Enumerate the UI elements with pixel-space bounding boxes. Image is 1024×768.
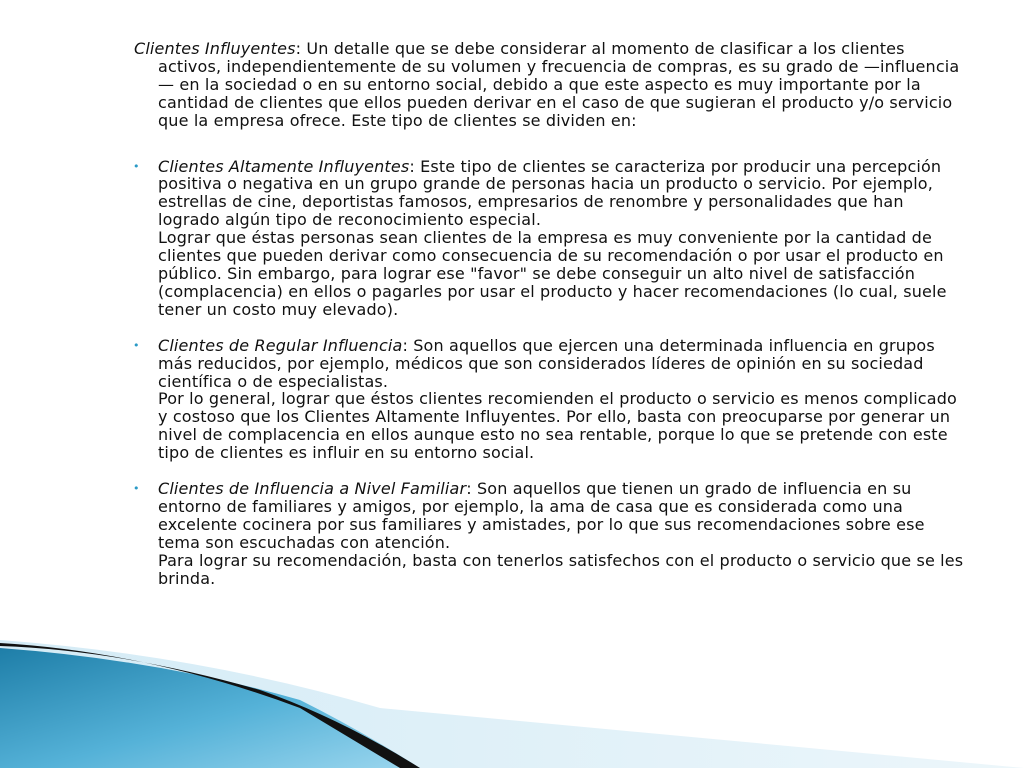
list-item: [134, 480, 966, 587]
bullet-icon: •: [133, 482, 140, 496]
text-body: [134, 40, 966, 587]
intro-term: Clientes Influyentes: [134, 39, 296, 58]
black-stripe: [0, 643, 420, 768]
bullet-list: [134, 158, 966, 588]
bullet-extra-paragraph: Lograr que éstas personas sean clientes de la empresa es muy conveniente por la cantidad de clientes que pueden derivar como consecuencia de su recomendación o por usar el producto en público. Sin embargo, para lograr ese "favor" se debe conseguir un alto nivel de satisfacción (complacencia) en ellos o pagarles por usar el producto y hacer recomendaciones (lo cual, suele tener un costo muy elevado).: [158, 228, 947, 319]
bullet-term: Clientes de Influencia a Nivel Familiar: [158, 479, 467, 499]
intro-paragraph: [134, 40, 966, 130]
bullet-icon: •: [133, 338, 140, 352]
bullet-text: : Son aquellos que tienen un grado de influencia en su entorno de familiares y amigos, por ejemplo, la ama de casa que es considerada como una excelente cocinera por sus familiares y amistades, por lo que sus recomendaciones sobre ese tema son escuchadas con atención.: [158, 479, 925, 552]
intro-text: : Un detalle que se debe considerar al momento de clasificar a los clientes activos, independientemente de su volumen y frecuencia de compras, es su grado de —influencia— en la sociedad o en su entorno social, debido a que este aspecto es muy importante por la cantidad de clientes que ellos pueden derivar en el caso de que sugieran el producto y/o servicio que la empresa ofrece. Este tipo de clientes se dividen en:: [158, 39, 960, 130]
pale-wave-band: [0, 640, 1024, 768]
blue-wave-band: [0, 648, 420, 768]
bullet-text: : Este tipo de clientes se caracteriza por producir una percepción positiva o negativa en un grupo grande de personas hacia un producto o servicio. Por ejemplo, estrellas de cine, deportistas famosos, empresarios de renombre y personalidades que han logrado algún tipo de reconocimiento especial.: [158, 156, 942, 230]
bullet-icon: •: [133, 159, 140, 173]
bullet-term: Clientes de Regular Influencia: [158, 335, 403, 355]
list-item: [134, 158, 966, 319]
bullet-text: : Son aquellos que ejercen una determinada influencia en grupos más reducidos, por ejemplo, médicos que son considerados líderes de opinión en su sociedad científica o de especialistas.: [158, 335, 935, 391]
bullet-extra-paragraph: Para lograr su recomendación, basta con tenerlos satisfechos con el producto o servicio que se les brinda.: [158, 550, 964, 588]
bullet-term: Clientes Altamente Influyentes: [158, 156, 410, 176]
list-item: [134, 337, 966, 462]
bullet-extra-paragraph: Por lo general, lograr que éstos clientes recomienden el producto o servicio es menos complicado y costoso que los Clientes Altamente Influyentes. Por ello, basta con preocuparse por generar un nivel de complacencia en ellos aunque esto no sea rentable, porque lo que se pretende con este tipo de clientes es influir en su entorno social.: [158, 389, 957, 463]
